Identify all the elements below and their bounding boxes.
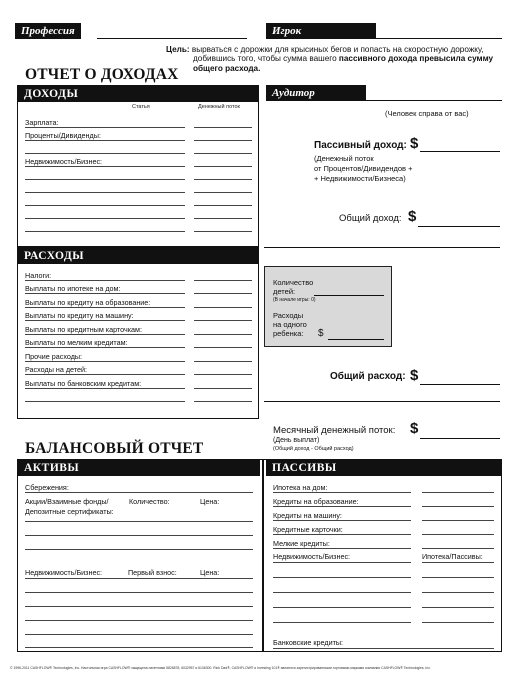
asset-entry-line[interactable] <box>25 634 253 635</box>
auditor-label: Аудитор <box>266 85 366 101</box>
liab-car-loans: Кредиты на машину: <box>273 511 342 520</box>
liability-entry-line[interactable] <box>273 577 411 578</box>
copyright-footer: © 1996-2011 CASHFLOW® Technologies, Inc. Настольная игра CASHFLOW® защищена патентами 5826878, 6032957 и 6106300. Rich Dad®, CASHFLOW® и Investing 101® являются зарегистрированными торговыми марками компании CASHFLOW® Technologies, Inc. <box>10 666 431 670</box>
income-entry-line[interactable] <box>25 166 185 167</box>
total-income-label: Общий доход: <box>339 213 402 224</box>
asset-entry-line[interactable] <box>25 592 253 593</box>
expense-entry-line[interactable] <box>25 307 185 308</box>
liab-school-loans: Кредиты на образование: <box>273 497 359 506</box>
goal-text: Цель: вырваться с дорожки для крысиных бегов и попасть на скоростную дорожку, добившись того, чтобы сумма вашего пассивного дохода превысила сумму общего расхода. <box>166 45 494 73</box>
income-entry-line[interactable] <box>25 153 185 154</box>
asset-entry-line[interactable] <box>25 647 253 648</box>
income-entry-line[interactable] <box>25 192 185 193</box>
liability-entry-line[interactable] <box>422 548 494 549</box>
asset-price-2: Цена: <box>200 568 220 577</box>
expense-bank-loan: Выплаты по банковским кредитам: <box>25 379 142 388</box>
asset-down-payment: Первый взнос: <box>128 568 177 577</box>
expense-entry-line[interactable] <box>25 388 185 389</box>
income-entry-line[interactable] <box>25 140 185 141</box>
asset-stocks: Акции/Взаимные фонды/ Депозитные сертификаты: <box>25 497 114 516</box>
liability-entry-line[interactable] <box>422 622 494 623</box>
liability-entry-line[interactable] <box>422 492 494 493</box>
expense-entry-line[interactable] <box>194 293 252 294</box>
liability-entry-line[interactable] <box>273 562 411 563</box>
children-note: (В начале игры: 0) <box>273 297 316 303</box>
income-entry-line[interactable] <box>194 140 252 141</box>
income-heading: ДОХОДЫ <box>18 86 258 102</box>
liability-entry-line[interactable] <box>273 506 411 507</box>
asset-realestate: Недвижимость/Бизнес: <box>25 568 103 577</box>
player-label: Игрок <box>266 23 376 39</box>
assets-heading: АКТИВЫ <box>18 460 260 476</box>
expense-entry-line[interactable] <box>194 347 252 348</box>
passive-income-dollar: $ <box>410 135 419 152</box>
balance-sheet-title: БАЛАНСОВЫЙ ОТЧЕТ <box>25 440 204 457</box>
passive-income-note: (Денежный поток от Процентов/Дивидендов + + Недвижимости/Бизнеса) <box>314 154 413 183</box>
passive-income-label: Пассивный доход: <box>314 140 407 151</box>
income-entry-line[interactable] <box>25 205 185 206</box>
monthly-cashflow-dollar: $ <box>410 420 419 437</box>
liability-entry-line[interactable] <box>273 520 411 521</box>
asset-entry-line[interactable] <box>25 492 253 493</box>
asset-entry-line[interactable] <box>25 578 253 579</box>
expense-entry-line[interactable] <box>25 280 185 281</box>
expense-entry-line[interactable] <box>25 320 185 321</box>
liability-entry-line[interactable] <box>422 562 494 563</box>
total-expense-field[interactable] <box>420 384 500 385</box>
profession-field[interactable] <box>97 38 247 39</box>
total-income-field[interactable] <box>418 226 500 227</box>
income-entry-line[interactable] <box>194 166 252 167</box>
total-expense-label: Общий расход: <box>330 371 406 382</box>
income-entry-line[interactable] <box>25 179 185 180</box>
liability-entry-line[interactable] <box>422 577 494 578</box>
income-entry-line[interactable] <box>25 218 185 219</box>
liability-entry-line[interactable] <box>273 607 411 608</box>
liab-credit-cards: Кредитные карточки: <box>273 525 343 534</box>
income-entry-line[interactable] <box>194 218 252 219</box>
asset-entry-line[interactable] <box>25 535 253 536</box>
liability-entry-line[interactable] <box>422 534 494 535</box>
asset-entry-line[interactable] <box>25 521 253 522</box>
expense-entry-line[interactable] <box>25 361 185 362</box>
total-expense-dollar: $ <box>410 367 419 384</box>
monthly-cashflow-label: Месячный денежный поток: <box>273 425 396 436</box>
auditor-divider-2 <box>264 401 500 402</box>
monthly-cashflow-field[interactable] <box>420 438 500 439</box>
asset-quantity: Количество: <box>129 497 170 506</box>
expense-taxes: Налоги: <box>25 271 52 280</box>
expense-home-mortgage: Выплаты по ипотеке на дом: <box>25 284 121 293</box>
expense-entry-line[interactable] <box>25 334 185 335</box>
income-entry-line[interactable] <box>194 179 252 180</box>
expense-entry-line[interactable] <box>194 280 252 281</box>
expense-entry-line[interactable] <box>25 374 185 375</box>
salary-label: Зарплата: <box>25 118 59 127</box>
liability-entry-line[interactable] <box>422 607 494 608</box>
expense-credit-cards: Выплаты по кредитным карточкам: <box>25 325 142 334</box>
children-count-field[interactable] <box>314 295 384 296</box>
dividends-label: Проценты/Дивиденды: <box>25 131 101 140</box>
liability-entry-line[interactable] <box>422 506 494 507</box>
profession-label: Профессия <box>15 23 81 39</box>
per-child-dollar: $ <box>318 328 324 339</box>
liability-entry-line[interactable] <box>273 548 411 549</box>
expense-school-loan: Выплаты по кредиту на образование: <box>25 298 151 307</box>
col-flow-header: Денежный поток <box>198 104 240 110</box>
expense-entry-line[interactable] <box>194 320 252 321</box>
passive-income-field[interactable] <box>420 151 500 152</box>
liab-bank-loan: Банковские кредиты: <box>273 638 344 647</box>
asset-entry-line[interactable] <box>25 549 253 550</box>
liab-mortgage: Ипотека/Пассивы: <box>422 552 483 561</box>
per-child-field[interactable] <box>328 339 384 340</box>
expense-retail: Выплаты по мелким кредитам: <box>25 338 128 347</box>
asset-price: Цена: <box>200 497 220 506</box>
liability-entry-line[interactable] <box>273 492 411 493</box>
liab-home-mortgage: Ипотека на дом: <box>273 483 328 492</box>
auditor-field[interactable] <box>266 100 502 101</box>
monthly-cashflow-note: (День выплат) (Общий доход - Общий расход) <box>273 437 354 452</box>
liability-entry-line[interactable] <box>273 622 411 623</box>
income-entry-line[interactable] <box>25 231 185 232</box>
liabilities-heading: ПАССИВЫ <box>266 460 501 476</box>
expense-entry-line[interactable] <box>194 374 252 375</box>
income-entry-line[interactable] <box>194 205 252 206</box>
liab-retail-debt: Мелкие кредиты: <box>273 539 330 548</box>
liability-entry-line[interactable] <box>273 592 411 593</box>
liability-entry-line[interactable] <box>422 592 494 593</box>
player-field[interactable] <box>266 38 502 39</box>
expense-car-loan: Выплаты по кредиту на машину: <box>25 311 134 320</box>
realestate-income-label: Недвижимость/Бизнес: <box>25 157 103 166</box>
liability-entry-line[interactable] <box>273 648 494 649</box>
income-entry-line[interactable] <box>194 153 252 154</box>
income-statement-title: ОТЧЕТ О ДОХОДАХ <box>25 66 179 83</box>
liab-realestate: Недвижимость/Бизнес: <box>273 552 351 561</box>
income-entry-line[interactable] <box>194 192 252 193</box>
auditor-note: (Человек справа от вас) <box>385 109 469 118</box>
expense-entry-line[interactable] <box>194 388 252 389</box>
expense-entry-line[interactable] <box>194 361 252 362</box>
asset-entry-line[interactable] <box>25 620 253 621</box>
expense-entry-line[interactable] <box>194 334 252 335</box>
income-entry-line[interactable] <box>25 127 185 128</box>
expense-children: Расходы на детей: <box>25 365 87 374</box>
income-entry-line[interactable] <box>194 127 252 128</box>
total-income-dollar: $ <box>408 208 417 225</box>
expense-entry-line[interactable] <box>25 401 185 402</box>
asset-entry-line[interactable] <box>25 606 253 607</box>
expense-entry-line[interactable] <box>25 347 185 348</box>
expense-entry-line[interactable] <box>194 307 252 308</box>
per-child-label: Расходы на одного ребенка: <box>273 311 307 338</box>
auditor-divider <box>264 247 500 248</box>
expense-entry-line[interactable] <box>194 401 252 402</box>
liability-entry-line[interactable] <box>273 534 411 535</box>
expenses-heading: РАСХОДЫ <box>18 248 258 264</box>
income-entry-line[interactable] <box>194 231 252 232</box>
expense-other: Прочие расходы: <box>25 352 83 361</box>
asset-savings: Сбережения: <box>25 483 69 492</box>
liability-entry-line[interactable] <box>422 520 494 521</box>
balance-divider <box>262 460 264 652</box>
children-label: Количество детей: <box>273 278 314 296</box>
col-item-header: Статья <box>132 104 150 110</box>
expense-entry-line[interactable] <box>25 293 185 294</box>
